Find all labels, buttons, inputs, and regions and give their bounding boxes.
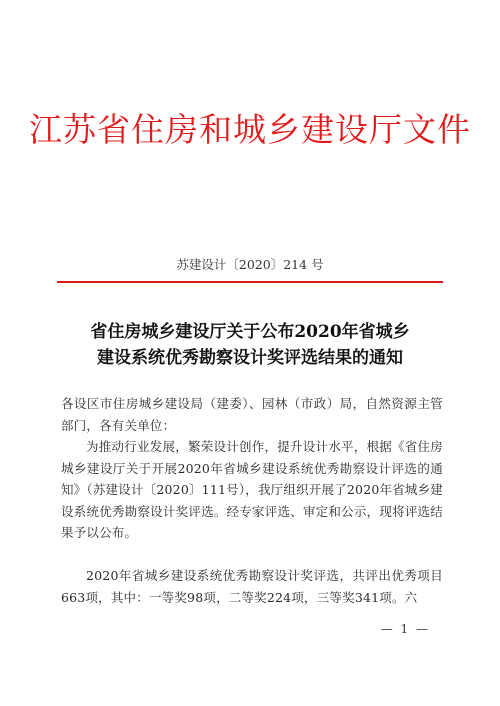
body-paragraph-purpose: 为推动行业发展，繁荣设计创作，提升设计水平，根据《省住房城乡建设厅关于开展2020年省城乡建设系统优秀勘察设计评选的通知》（苏建设计〔2020〕111号），我厅组织开展了2020年省城乡建设系统优秀勘察设计奖评选。经专家评选、审定和公示，现将评选结果予以公布。: [61, 439, 443, 540]
notice-title-line-2: 建设系统优秀勘察设计奖评选结果的通知: [97, 348, 403, 368]
addressee-paragraph: 各设区市住房城乡建设局（建委）、园林（市政）局，自然资源主管部门，各有关单位：: [61, 396, 443, 433]
document-masthead: 江苏省住房和城乡建设厅文件: [29, 110, 471, 149]
document-number: 苏建设计〔2020〕214 号: [176, 257, 324, 272]
red-divider-line: [57, 281, 443, 283]
notice-title: [40, 319, 460, 371]
body-paragraph-results: 2020年省城乡建设系统优秀勘察设计奖评选，共评出优秀项目663项，其中：一等奖98项，二等奖224项，三等奖341项。六: [61, 568, 443, 605]
page-number: — 1 —: [380, 622, 430, 636]
notice-title-line-1: 省住房城乡建设厅关于公布2020年省城乡: [90, 322, 410, 342]
